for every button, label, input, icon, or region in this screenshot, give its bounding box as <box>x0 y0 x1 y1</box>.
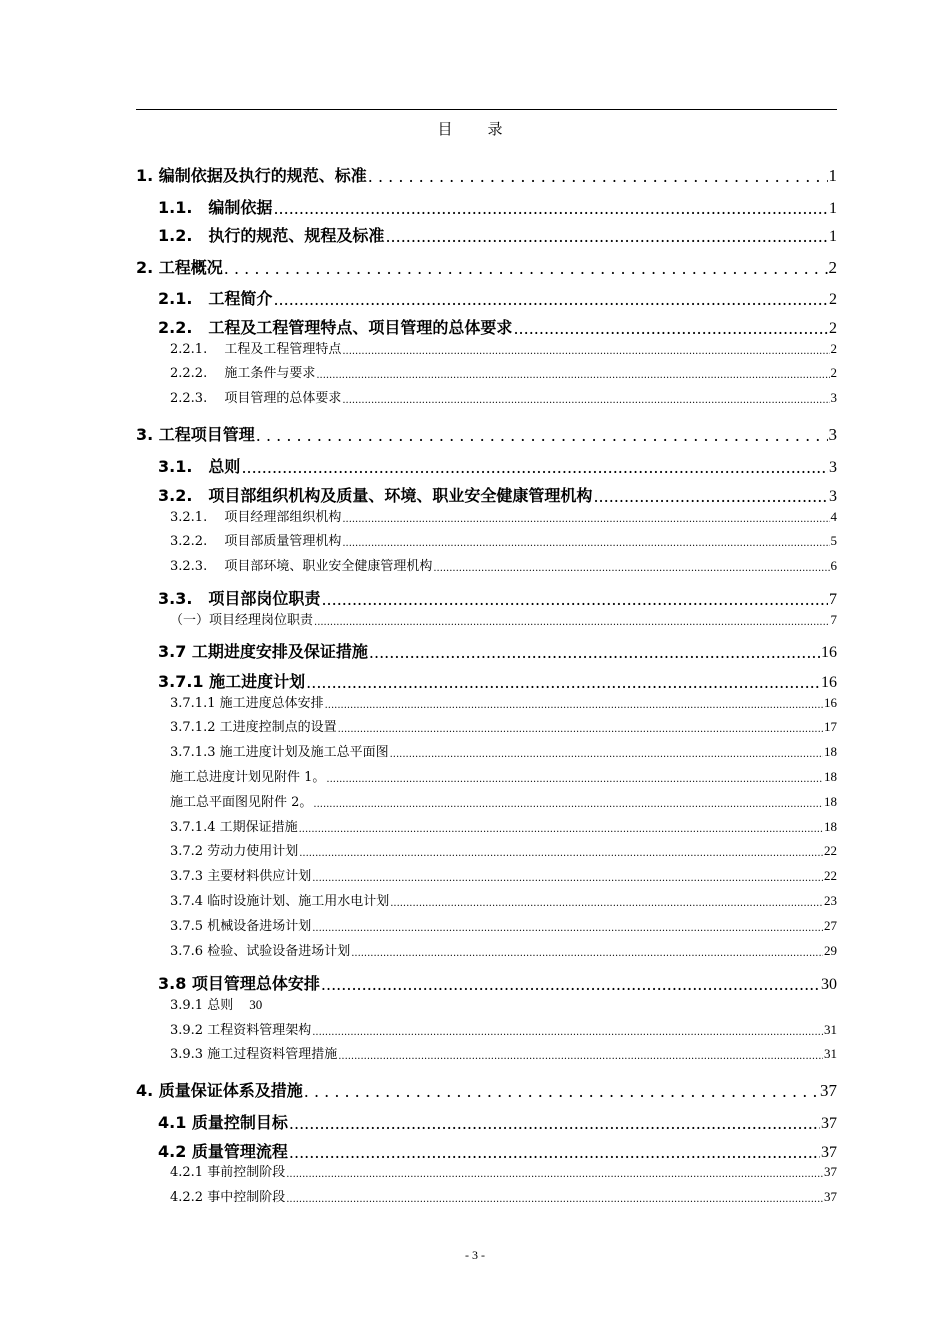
toc-entry-page: 37 <box>824 1189 837 1204</box>
toc-entry-label: 2.2. 工程及工程管理特点、项目管理的总体要求 <box>158 318 513 337</box>
toc-entry-label: 3.7.1 施工进度计划 <box>158 672 306 691</box>
dot-leader <box>369 643 820 662</box>
toc-title: 目 录 <box>437 120 513 138</box>
toc-entry-page: 2 <box>829 291 837 308</box>
dot-leader <box>286 1169 823 1180</box>
toc-entry-label: 3.7.1.1 施工进度总体安排 <box>170 696 324 711</box>
toc-entry-page: 3 <box>829 488 837 505</box>
toc-entry-page: 16 <box>821 644 837 661</box>
dot-leader <box>321 975 820 994</box>
toc-entry-page: 6 <box>830 558 837 573</box>
toc-entry[interactable] <box>170 507 837 525</box>
dot-leader <box>224 259 828 278</box>
toc-entry-page: 2 <box>829 320 837 337</box>
toc-entry-label: 3.9.1 总则 <box>170 998 234 1013</box>
toc-entry-label: 3.7.4 临时设施计划、施工用水电计划 <box>170 894 390 909</box>
toc-entry-label: 3.7.1.3 施工进度计划及施工总平面图 <box>170 745 389 760</box>
toc-entry-label: 3.7.1.2 工进度控制点的设置 <box>170 720 337 735</box>
toc-entry[interactable] <box>170 363 837 381</box>
dot-leader <box>289 1114 820 1133</box>
toc-entry-page: 1 <box>828 166 837 185</box>
dot-leader <box>342 538 829 549</box>
toc-entry-page: 18 <box>824 769 837 784</box>
dot-leader <box>338 1051 823 1062</box>
dot-leader <box>316 370 829 381</box>
toc-entry-page: 7 <box>830 612 837 627</box>
dot-leader <box>321 590 828 609</box>
toc-entry-label: 3.1. 总则 <box>158 457 241 476</box>
dot-leader <box>385 227 828 246</box>
toc-entry[interactable] <box>158 484 837 506</box>
toc-entry-page: 37 <box>821 1115 837 1132</box>
toc-entry-page: 3 <box>828 425 837 444</box>
toc-entry-page: 22 <box>824 868 837 883</box>
toc-entry[interactable] <box>136 423 837 445</box>
toc-entry[interactable] <box>170 916 837 934</box>
toc-entry-label: 3.7.5 机械设备进场计划 <box>170 919 312 934</box>
toc-entry-page: 31 <box>824 1046 837 1061</box>
toc-entry-page: 5 <box>830 533 837 548</box>
toc-entry[interactable] <box>136 164 837 186</box>
toc-entry[interactable] <box>170 531 837 549</box>
dot-leader <box>593 487 828 506</box>
toc-entry-page: 37 <box>820 1081 837 1100</box>
toc-entry[interactable] <box>170 742 837 760</box>
toc-entry-page: 31 <box>824 1022 837 1037</box>
toc-entry-label: 2.2.2. 施工条件与要求 <box>170 366 316 381</box>
dot-leader <box>326 774 823 785</box>
dot-leader <box>304 1082 819 1101</box>
dot-leader <box>390 898 823 909</box>
toc-entry[interactable] <box>170 388 837 406</box>
toc-entry-label: 3.3. 项目部岗位职责 <box>158 589 321 608</box>
dot-leader <box>342 346 829 357</box>
toc-entry-label: 3.9.2 工程资料管理架构 <box>170 1023 312 1038</box>
dot-leader <box>256 426 828 445</box>
toc-entry-page: 2 <box>830 341 837 356</box>
dot-leader <box>513 319 828 338</box>
toc-entry-page: 18 <box>824 744 837 759</box>
toc-entry-page: 16 <box>824 695 837 710</box>
toc-entry-page: 3 <box>829 459 837 476</box>
toc-entry-page: 2 <box>828 258 837 277</box>
toc-entry-label: 4.2 质量管理流程 <box>158 1142 288 1161</box>
dot-leader <box>312 873 823 884</box>
toc-entry-page: 18 <box>824 819 837 834</box>
dot-leader <box>312 923 823 934</box>
toc-entry-label: 3. 工程项目管理 <box>136 425 255 444</box>
dot-leader <box>325 700 823 711</box>
toc-entry[interactable] <box>170 1187 837 1205</box>
toc-entry-page: 1 <box>829 228 837 245</box>
toc-entry-page: 37 <box>824 1164 837 1179</box>
toc-entry[interactable] <box>170 941 837 959</box>
toc-entry[interactable] <box>170 767 837 785</box>
dot-leader <box>273 199 828 218</box>
toc-entry-page: 22 <box>824 843 837 858</box>
toc-entry[interactable] <box>158 196 837 218</box>
toc-entry[interactable] <box>170 717 837 735</box>
toc-entry-label: 4. 质量保证体系及措施 <box>136 1081 303 1100</box>
dot-leader <box>390 749 823 760</box>
toc-entry-page: 16 <box>821 674 837 691</box>
toc-entry[interactable] <box>170 995 262 1013</box>
toc-entry-label: 1. 编制依据及执行的规范、标准 <box>136 166 367 185</box>
toc-entry[interactable] <box>170 556 837 574</box>
toc-entry-label: 3.2.2. 项目部质量管理机构 <box>170 534 342 549</box>
toc-entry[interactable] <box>170 792 837 810</box>
toc-entry[interactable] <box>170 817 837 835</box>
toc-entry-label: 3.7.3 主要材料供应计划 <box>170 869 312 884</box>
toc-entry[interactable] <box>170 1162 837 1180</box>
toc-entry-page: 1 <box>829 200 837 217</box>
dot-leader <box>313 799 823 810</box>
dot-leader <box>241 458 828 477</box>
dot-leader <box>273 290 828 309</box>
dot-leader <box>286 1194 823 1205</box>
toc-entry[interactable] <box>158 316 837 338</box>
toc-entry[interactable] <box>158 640 837 662</box>
toc-entry[interactable] <box>170 1020 837 1038</box>
dot-leader <box>312 1027 823 1038</box>
dot-leader <box>299 848 823 859</box>
toc-entry-label: （一）项目经理岗位职责 <box>170 613 314 628</box>
dot-leader <box>368 167 828 186</box>
toc-entry-label: 3.7.1.4 工期保证措施 <box>170 820 298 835</box>
toc-entry-label: 3.7.2 劳动力使用计划 <box>170 844 299 859</box>
toc-entry[interactable] <box>136 256 837 278</box>
toc-entry-label: 3.7.6 检验、试验设备进场计划 <box>170 944 351 959</box>
toc-entry-page: 23 <box>824 893 837 908</box>
toc-entry-page: 30 <box>249 997 263 1012</box>
toc-entry[interactable] <box>170 610 837 628</box>
toc-entry[interactable] <box>170 1044 837 1062</box>
dot-leader <box>351 948 823 959</box>
toc-entry-label: 3.2.1. 项目经理部组织机构 <box>170 510 342 525</box>
toc-entry-page: 2 <box>830 365 837 380</box>
toc-entry-label: 3.7 工期进度安排及保证措施 <box>158 642 368 661</box>
toc-entry-label: 4.2.1 事前控制阶段 <box>170 1165 286 1180</box>
toc-entry-label: 1.1. 编制依据 <box>158 198 273 217</box>
toc-entry-page: 3 <box>830 390 837 405</box>
toc-entry-label: 4.2.2 事中控制阶段 <box>170 1190 286 1205</box>
toc-entry-page: 7 <box>829 591 837 608</box>
toc-entry[interactable] <box>158 587 837 609</box>
dot-leader <box>338 724 823 735</box>
toc-entry-label: 3.2. 项目部组织机构及质量、环境、职业安全健康管理机构 <box>158 486 593 505</box>
toc-entry[interactable] <box>158 224 837 246</box>
dot-leader <box>289 1143 820 1162</box>
toc-entry[interactable] <box>158 670 837 692</box>
toc-entry-label: 施工总进度计划见附件 1。 <box>170 770 326 785</box>
dot-leader <box>306 673 820 692</box>
toc-entry[interactable] <box>170 866 837 884</box>
toc-entry[interactable] <box>170 841 837 859</box>
toc-entry-label: 1.2. 执行的规范、规程及标准 <box>158 226 385 245</box>
toc-entry[interactable] <box>158 972 837 994</box>
toc-entry[interactable] <box>158 1140 837 1162</box>
toc-entry[interactable] <box>158 287 837 309</box>
dot-leader <box>433 563 829 574</box>
toc-entry-label: 3.8 项目管理总体安排 <box>158 974 320 993</box>
toc-entry[interactable] <box>158 1111 837 1133</box>
toc-entry-label: 3.2.3. 项目部环境、职业安全健康管理机构 <box>170 559 433 574</box>
toc-entry-page: 30 <box>821 976 837 993</box>
toc-entry-page: 17 <box>824 719 837 734</box>
toc-entry-label: 2. 工程概况 <box>136 258 223 277</box>
toc-entry-label: 2.2.3. 项目管理的总体要求 <box>170 391 342 406</box>
toc-entry[interactable] <box>136 1079 837 1101</box>
dot-leader <box>314 617 829 628</box>
toc-entry-label: 2.1. 工程简介 <box>158 289 273 308</box>
toc-entry[interactable] <box>170 891 837 909</box>
toc-entry-page: 27 <box>824 918 837 933</box>
toc-entry[interactable] <box>170 693 837 711</box>
toc-entry-page: 18 <box>824 794 837 809</box>
page-number-footer: - 3 - <box>465 1248 485 1262</box>
toc-entry[interactable] <box>170 339 837 357</box>
toc-entry-label: 3.9.3 施工过程资料管理措施 <box>170 1047 338 1062</box>
toc-entry-page: 29 <box>824 943 837 958</box>
dot-leader <box>299 824 823 835</box>
header-rule <box>136 109 837 110</box>
toc-entry-label: 4.1 质量控制目标 <box>158 1113 288 1132</box>
toc-entry-label: 施工总平面图见附件 2。 <box>170 795 313 810</box>
dot-leader <box>342 395 829 406</box>
toc-entry-page: 37 <box>821 1144 837 1161</box>
toc-entry-page: 4 <box>830 509 837 524</box>
dot-leader <box>342 514 829 525</box>
toc-entry-label: 2.2.1. 工程及工程管理特点 <box>170 342 342 357</box>
toc-entry[interactable] <box>158 455 837 477</box>
